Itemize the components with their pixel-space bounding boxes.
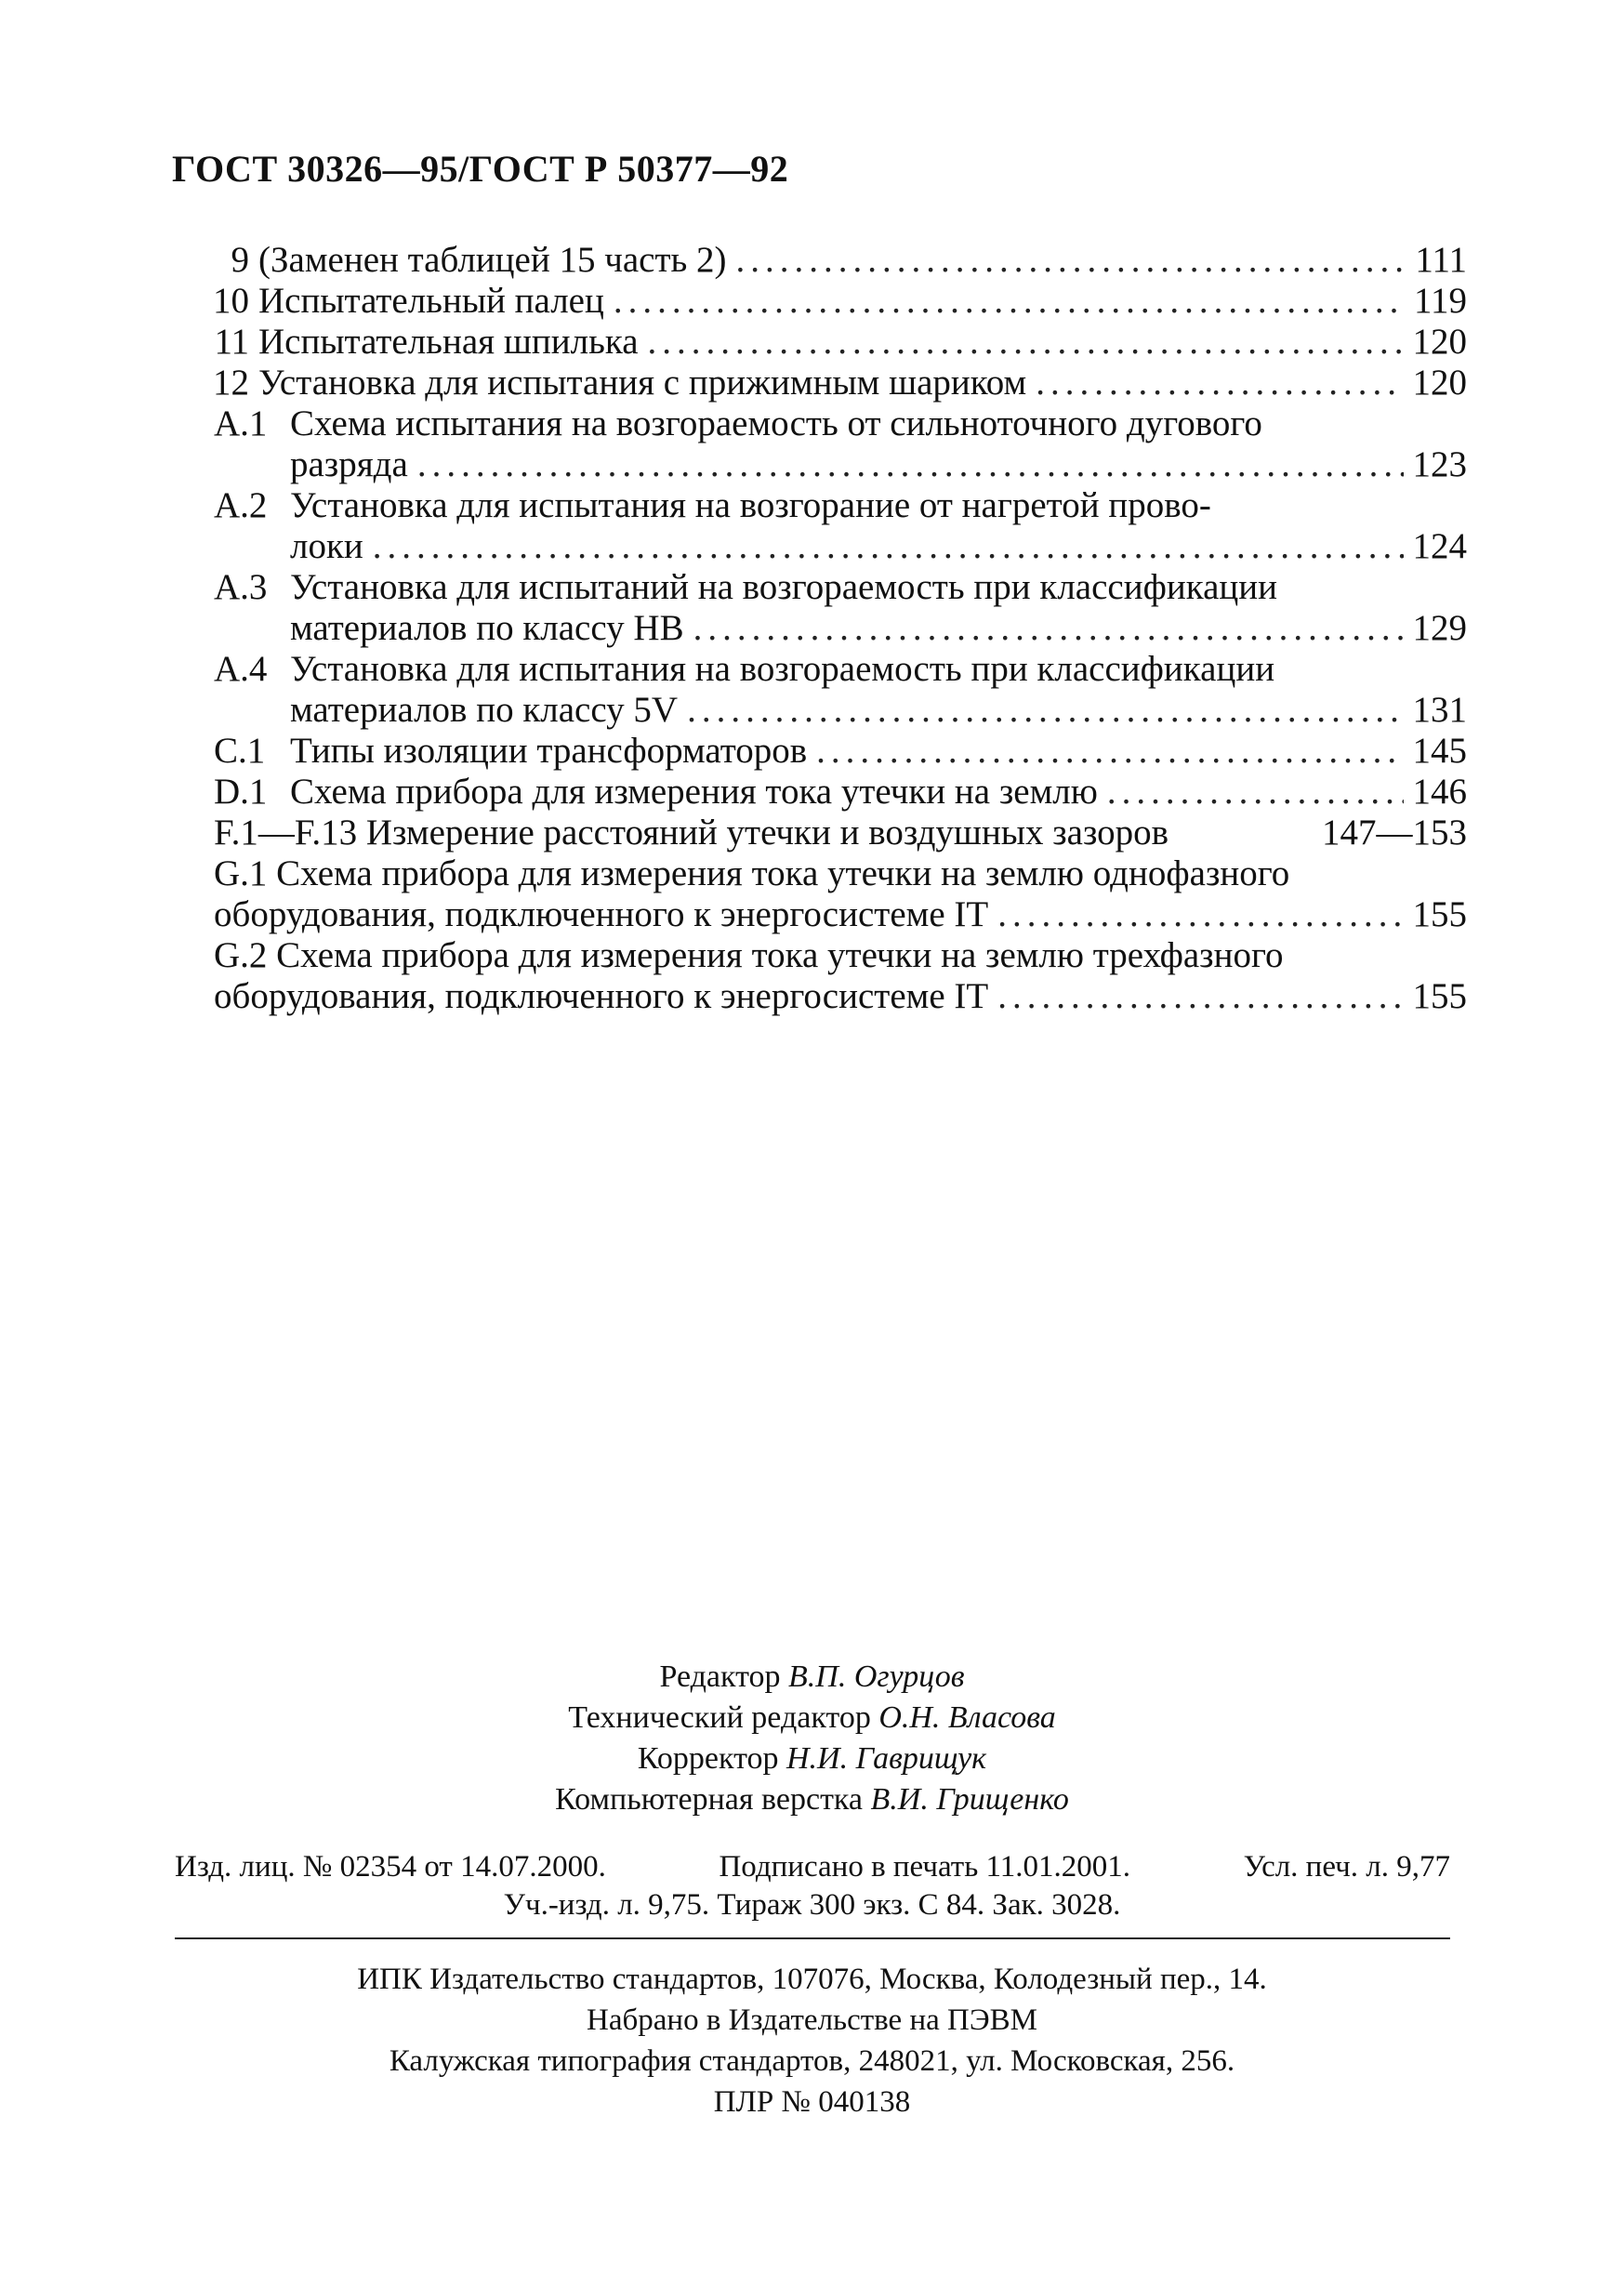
toc-title: (Заменен таблицей 15 часть 2) bbox=[258, 240, 727, 280]
toc-page: 147—153 bbox=[1322, 813, 1467, 853]
imprint-line-1 bbox=[175, 1848, 1450, 1885]
toc-title: Типы изоляции трансформаторов bbox=[290, 731, 808, 771]
toc-page: 123 bbox=[1412, 444, 1467, 484]
toc-page: 111 bbox=[1415, 240, 1467, 280]
toc-leader bbox=[736, 240, 1406, 281]
publisher-line: ПЛР № 040138 bbox=[713, 2085, 911, 2119]
toc-leader bbox=[648, 322, 1404, 363]
publisher-line: Калужская типография стандартов, 248021, ул. Московская, 256. bbox=[389, 2044, 1235, 2078]
toc-entry bbox=[290, 690, 1467, 731]
toc-number: 10 bbox=[213, 281, 249, 321]
imprint-print-sheets: Усл. печ. л. 9,77 bbox=[1243, 1850, 1450, 1884]
toc-number: D.1 bbox=[214, 772, 268, 812]
toc-title: Схема испытания на возгораемость от сильноточного дугового bbox=[290, 403, 1262, 443]
toc-leader bbox=[1107, 772, 1404, 813]
toc-title: Измерение расстояний утечки и воздушных зазоров bbox=[365, 813, 1169, 853]
toc-number: G.1 bbox=[214, 853, 268, 893]
toc-number: F.1—F.13 bbox=[214, 813, 358, 853]
toc-number: G.2 bbox=[214, 935, 268, 975]
toc-leader bbox=[373, 526, 1404, 567]
toc-page: 155 bbox=[1412, 894, 1467, 934]
credit-proofreader bbox=[0, 1739, 1624, 1779]
toc-entry bbox=[214, 894, 1467, 935]
credit-name: О.Н. Власова bbox=[878, 1700, 1056, 1735]
toc-page: 146 bbox=[1412, 772, 1467, 812]
divider-rule bbox=[175, 1937, 1450, 1939]
credit-role: Технический редактор bbox=[568, 1700, 871, 1735]
credit-layout bbox=[0, 1779, 1624, 1820]
toc-title: Испытательный палец bbox=[258, 281, 604, 321]
toc-leader bbox=[614, 281, 1405, 322]
toc-entry-first-line bbox=[214, 403, 1262, 444]
toc-leader bbox=[417, 444, 1404, 485]
toc-title: Установка для испытания на возгораемость при классификации bbox=[290, 649, 1275, 689]
toc-entry bbox=[290, 444, 1467, 485]
toc-number: 11 bbox=[214, 322, 249, 362]
toc-leader bbox=[687, 690, 1403, 731]
toc-number: A.3 bbox=[214, 567, 268, 607]
toc-entry-first-line bbox=[214, 649, 1274, 690]
toc-entry-first-line bbox=[214, 567, 1277, 608]
imprint-signed: Подписано в печать 11.01.2001. bbox=[719, 1850, 1131, 1884]
toc-title-continuation: материалов по классу НВ bbox=[290, 608, 684, 648]
toc-number: A.4 bbox=[214, 649, 268, 689]
credit-editor bbox=[0, 1657, 1624, 1698]
toc-page: 145 bbox=[1412, 731, 1467, 771]
toc-title-continuation: оборудования, подключенного к энергосистеме IT bbox=[214, 976, 989, 1016]
toc-page: 155 bbox=[1412, 976, 1467, 1016]
toc-title-continuation: локи bbox=[290, 526, 363, 566]
toc-title: Установка для испытания на возгорание от нагретой прово- bbox=[290, 485, 1211, 525]
toc-title: Схема прибора для измерения тока утечки на землю bbox=[290, 772, 1098, 812]
credit-role: Корректор bbox=[637, 1741, 779, 1776]
toc-title: Схема прибора для измерения тока утечки на землю трехфазного bbox=[276, 935, 1284, 975]
toc-entry bbox=[214, 772, 1467, 813]
toc-entry bbox=[205, 240, 1467, 281]
toc-entry bbox=[205, 281, 1467, 322]
imprint-license: Изд. лиц. № 02354 от 14.07.2000. bbox=[175, 1850, 606, 1884]
toc-entry bbox=[290, 608, 1467, 649]
toc-number: A.2 bbox=[214, 485, 268, 525]
toc-number: 12 bbox=[213, 363, 249, 403]
toc-leader bbox=[693, 608, 1404, 649]
toc-leader bbox=[997, 894, 1403, 935]
toc-leader bbox=[1036, 363, 1403, 403]
document-header: ГОСТ 30326—95/ГОСТ Р 50377—92 bbox=[172, 148, 789, 190]
toc-title-continuation: оборудования, подключенного к энергосистеме IT bbox=[214, 894, 989, 934]
toc-title: Установка для испытаний на возгораемость при классификации bbox=[290, 567, 1278, 607]
toc-title-continuation: разряда bbox=[290, 444, 408, 484]
publisher-line: Набрано в Издательстве на ПЭВМ bbox=[587, 2003, 1037, 2037]
toc-entry bbox=[214, 731, 1467, 772]
toc-entry bbox=[214, 813, 1467, 853]
credit-name: В.И. Грищенко bbox=[870, 1782, 1069, 1817]
credit-role: Компьютерная верстка bbox=[555, 1782, 864, 1817]
toc-page: 129 bbox=[1412, 608, 1467, 648]
credit-role: Редактор bbox=[659, 1659, 781, 1694]
toc-page: 120 bbox=[1412, 363, 1467, 403]
toc-leader bbox=[816, 731, 1403, 772]
toc-number: C.1 bbox=[214, 731, 266, 771]
toc-number: A.1 bbox=[214, 403, 268, 443]
toc-page: 124 bbox=[1412, 526, 1467, 566]
publisher-line: ИПК Издательство стандартов, 107076, Москва, Колодезный пер., 14. bbox=[357, 1963, 1267, 1996]
toc-leader bbox=[997, 976, 1403, 1017]
toc-entry bbox=[290, 526, 1467, 567]
toc-entry-first-line bbox=[214, 485, 1211, 526]
toc-entry bbox=[205, 322, 1467, 363]
toc-entry bbox=[214, 976, 1467, 1017]
toc-number: 9 bbox=[231, 240, 249, 280]
toc-entry-first-line bbox=[214, 935, 1284, 976]
credit-name: В.П. Огурцов bbox=[788, 1659, 965, 1694]
toc-title: Схема прибора для измерения тока утечки на землю однофазного bbox=[276, 853, 1290, 893]
toc-title-continuation: материалов по классу 5V bbox=[290, 690, 679, 730]
toc-entry-first-line bbox=[214, 853, 1289, 894]
toc-title: Установка для испытания с прижимным шариком bbox=[258, 363, 1027, 403]
imprint-line-2: Уч.-изд. л. 9,75. Тираж 300 экз. С 84. Зак. 3028. bbox=[503, 1888, 1121, 1922]
credit-tech-editor bbox=[0, 1698, 1624, 1739]
toc-page: 131 bbox=[1412, 690, 1467, 730]
toc-page: 119 bbox=[1413, 281, 1467, 321]
toc-entry bbox=[205, 363, 1467, 403]
toc-page: 120 bbox=[1412, 322, 1467, 362]
credit-name: Н.И. Гаврищук bbox=[786, 1741, 987, 1776]
toc-title: Испытательная шпилька bbox=[258, 322, 639, 362]
